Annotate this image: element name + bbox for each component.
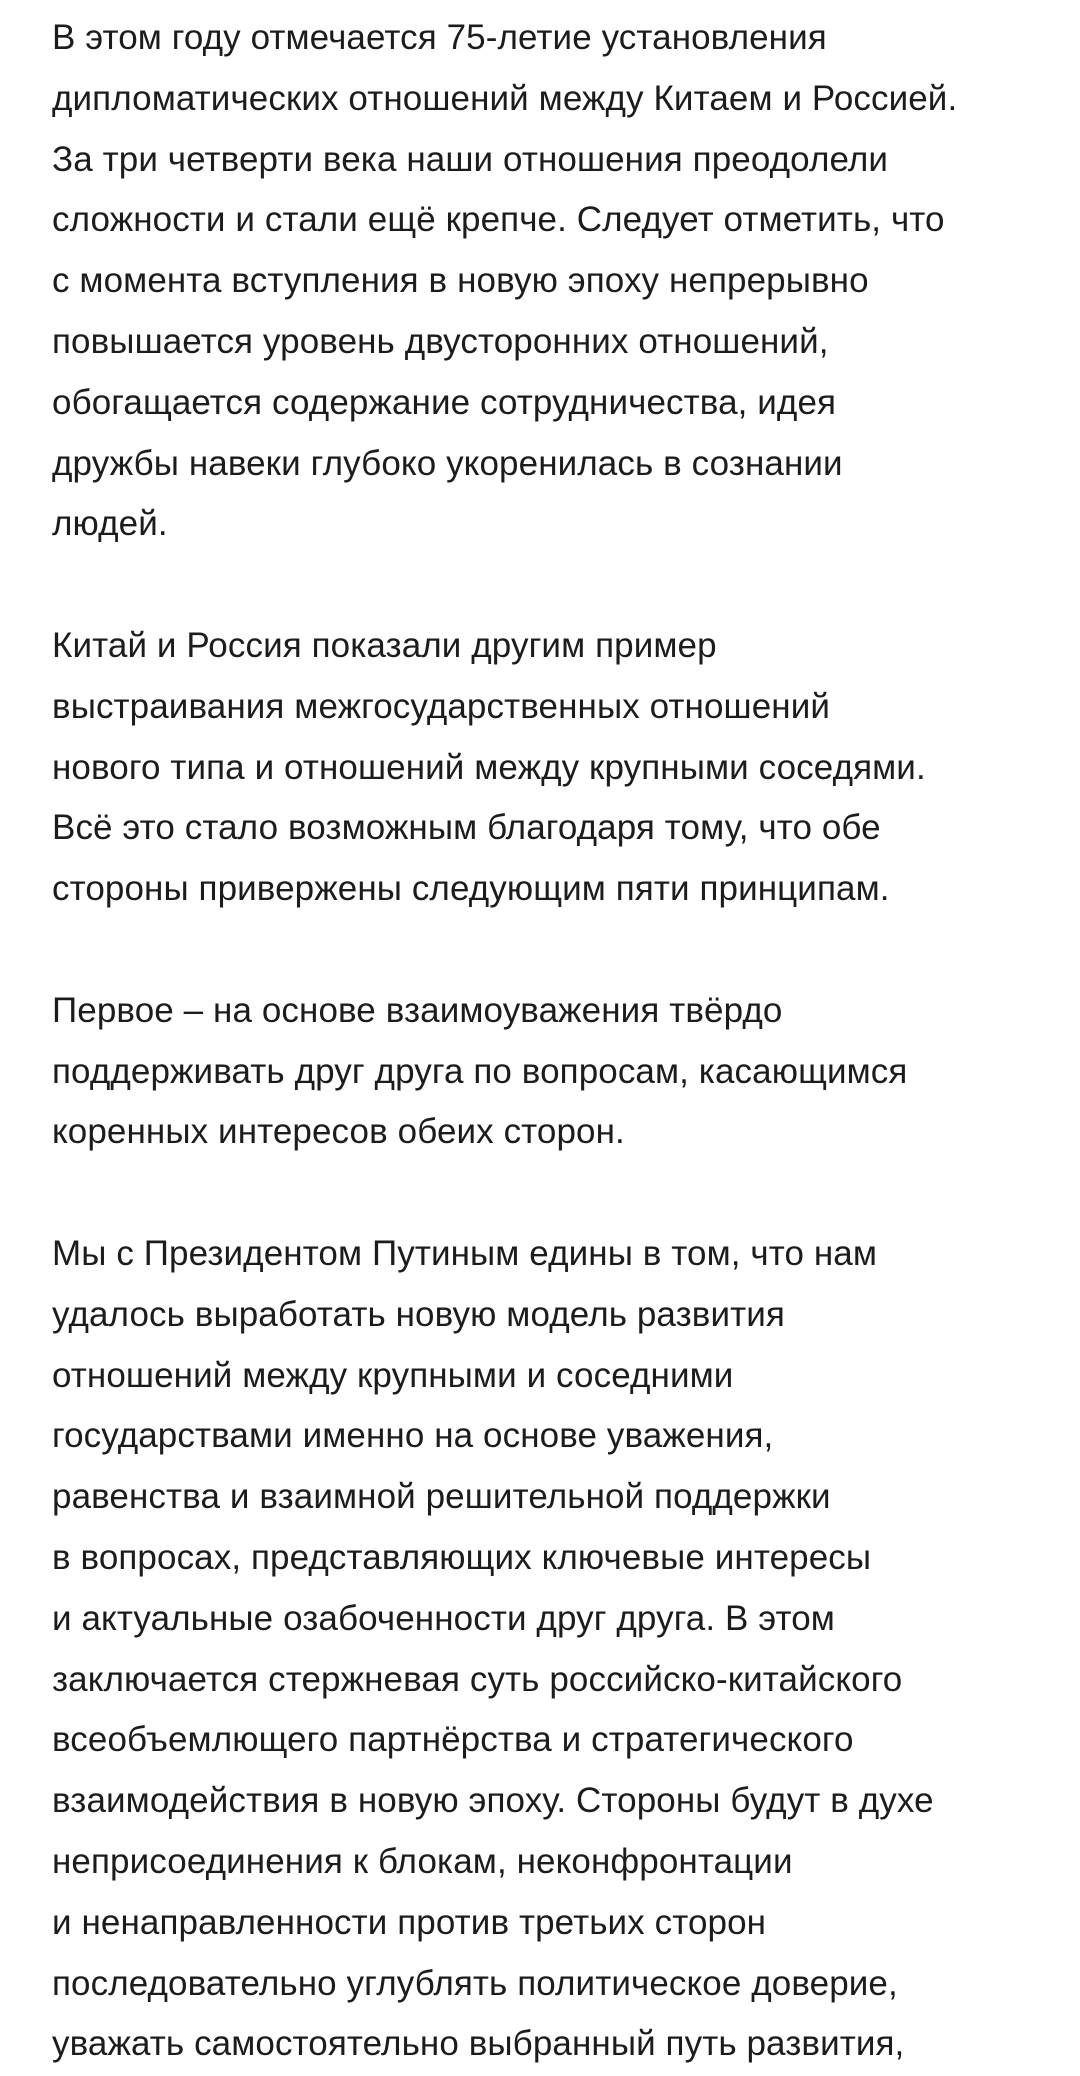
text-line: коренных интересов обеих сторон. [52,1112,625,1152]
text-line: уважать самостоятельно выбранный путь развития, [52,2024,905,2064]
text-line: государствами именно на основе уважения, [52,1416,774,1456]
text-line: неприсоединения к блокам, неконфронтации [52,1841,793,1881]
text-line: сложности и стали ещё крепче. Следует отметить, что [52,200,945,240]
paragraph-spacer [52,555,1052,616]
text-line: дружбы навеки глубоко укоренилась в сознании [52,443,843,483]
text-line: всеобъемлющего партнёрства и стратегического [52,1720,854,1760]
text-line: поддерживать друг друга по вопросам, касающимся [52,1051,908,1091]
text-line: В этом году отмечается 75-летие установления [52,18,827,57]
text-line: Всё это стало возможным благодаря тому, что обе [52,808,881,848]
text-line: Первое – на основе взаимоуважения твёрдо [52,990,783,1030]
text-line: с момента вступления в новую эпоху непрерывно [52,261,869,301]
text-line: и актуальные озабоченности друг друга. В этом [52,1598,835,1638]
article-body [52,8,1052,2075]
text-line: выстраивания межгосударственных отношений [52,686,831,726]
text-line: взаимодействия в новую эпоху. Стороны будут в духе [52,1781,934,1821]
text-line: нового типа и отношений между крупными соседями. [52,747,926,787]
paragraph-2 [52,616,1052,920]
paragraph-spacer [52,920,1052,981]
text-line: стороны привержены следующим пяти принципам. [52,869,890,909]
text-line: в вопросах, представляющих ключевые интересы [52,1537,872,1577]
text-line: людей. [52,504,168,544]
text-line: За три четверти века наши отношения преодолели [52,139,889,179]
text-line: удалось выработать новую модель развития [52,1294,785,1334]
text-line: Мы с Президентом Путиным едины в том, что нам [52,1233,878,1273]
text-line: дипломатических отношений между Китаем и Россией. [52,78,958,118]
text-line: последовательно углублять политическое доверие, [52,1963,898,2003]
text-line: обогащается содержание сотрудничества, идея [52,382,837,422]
paragraph-spacer [52,1163,1052,1224]
text-line: заключается стержневая суть российско-китайского [52,1659,903,1699]
paragraph-3 [52,981,1052,1163]
paragraph-1 [52,8,1052,555]
paragraph-4 [52,1224,1052,2075]
text-line: отношений между крупными и соседними [52,1355,734,1395]
text-line: и ненаправленности против третьих сторон [52,1902,767,1942]
text-line: повышается уровень двусторонних отношений, [52,321,829,361]
text-line: равенства и взаимной решительной поддержки [52,1477,831,1517]
text-line: Китай и Россия показали другим пример [52,625,717,665]
